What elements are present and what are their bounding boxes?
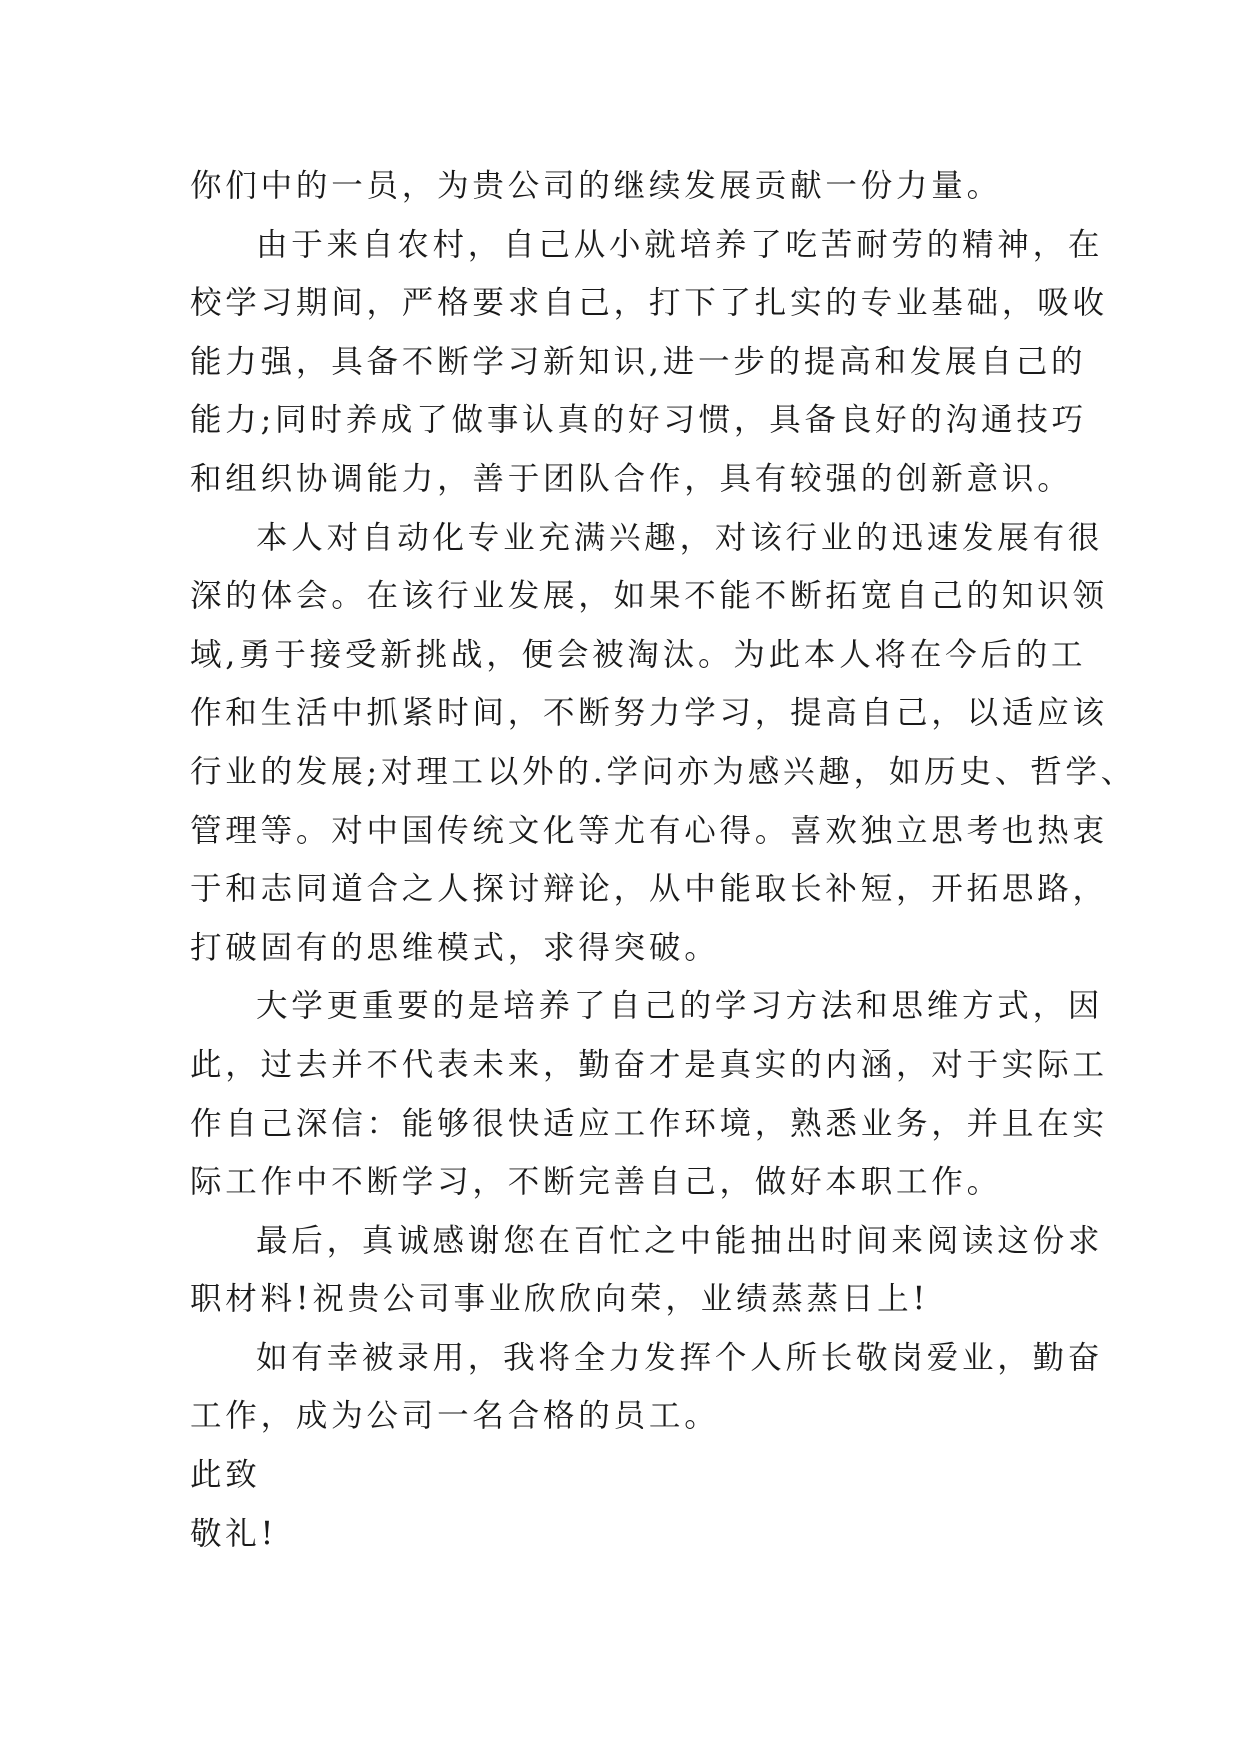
text-line: 深的体会。在该行业发展，如果不能不断拓宽自己的知识领 bbox=[190, 578, 1108, 615]
text-line: 际工作中不断学习，不断完善自己，做好本职工作。 bbox=[190, 1164, 1002, 1201]
text-line: 能力强，具备不断学习新知识,进一步的提高和发展自己的 bbox=[190, 343, 1087, 380]
text-line: 域,勇于接受新挑战，便会被淘汰。为此本人将在今后的工 bbox=[190, 636, 1087, 673]
text-line: 作和生活中抓紧时间，不断努力学习，提高自己，以适应该 bbox=[190, 695, 1108, 732]
text-line: 此，过去并不代表未来，勤奋才是真实的内涵，对于实际工 bbox=[190, 1046, 1108, 1083]
text-line: 能力;同时养成了做事认真的好习惯，具备良好的沟通技巧 bbox=[190, 402, 1087, 439]
text-line: 校学习期间，严格要求自己，打下了扎实的专业基础，吸收 bbox=[190, 285, 1108, 322]
text-line: 管理等。对中国传统文化等尤有心得。喜欢独立思考也热衷 bbox=[190, 812, 1108, 849]
letter-body bbox=[190, 157, 1137, 1563]
text-line: 行业的发展;对理工以外的.学问亦为感兴趣，如历史、哲学、 bbox=[190, 753, 1137, 790]
paragraph-first-line: 大学更重要的是培养了自己的学习方法和思维方式，因 bbox=[256, 988, 1104, 1025]
text-line: 打破固有的思维模式，求得突破。 bbox=[190, 929, 720, 966]
text-line: 职材料!祝贵公司事业欣欣向荣，业绩蒸蒸日上! bbox=[190, 1281, 929, 1318]
text-line: 你们中的一员，为贵公司的继续发展贡献一份力量。 bbox=[190, 168, 1002, 204]
paragraph-first-line: 最后，真诚感谢您在百忙之中能抽出时间来阅读这份求 bbox=[256, 1222, 1104, 1259]
paragraph-first-line: 本人对自动化专业充满兴趣，对该行业的迅速发展有很 bbox=[256, 519, 1104, 556]
paragraph-first-line: 由于来自农村，自己从小就培养了吃苦耐劳的精神，在 bbox=[256, 226, 1104, 263]
text-line: 于和志同道合之人探讨辩论，从中能取长补短，开拓思路， bbox=[190, 871, 1108, 908]
text-line: 和组织协调能力，善于团队合作，具有较强的创新意识。 bbox=[190, 460, 1073, 497]
closing-salutation: 此致 bbox=[190, 1457, 261, 1494]
text-line: 作自己深信：能够很快适应工作环境，熟悉业务，并且在实 bbox=[190, 1105, 1108, 1142]
paragraph-first-line: 如有幸被录用，我将全力发挥个人所长敬岗爱业，勤奋 bbox=[256, 1339, 1104, 1376]
closing-regards: 敬礼! bbox=[190, 1515, 278, 1552]
text-line: 工作，成为公司一名合格的员工。 bbox=[190, 1398, 720, 1435]
